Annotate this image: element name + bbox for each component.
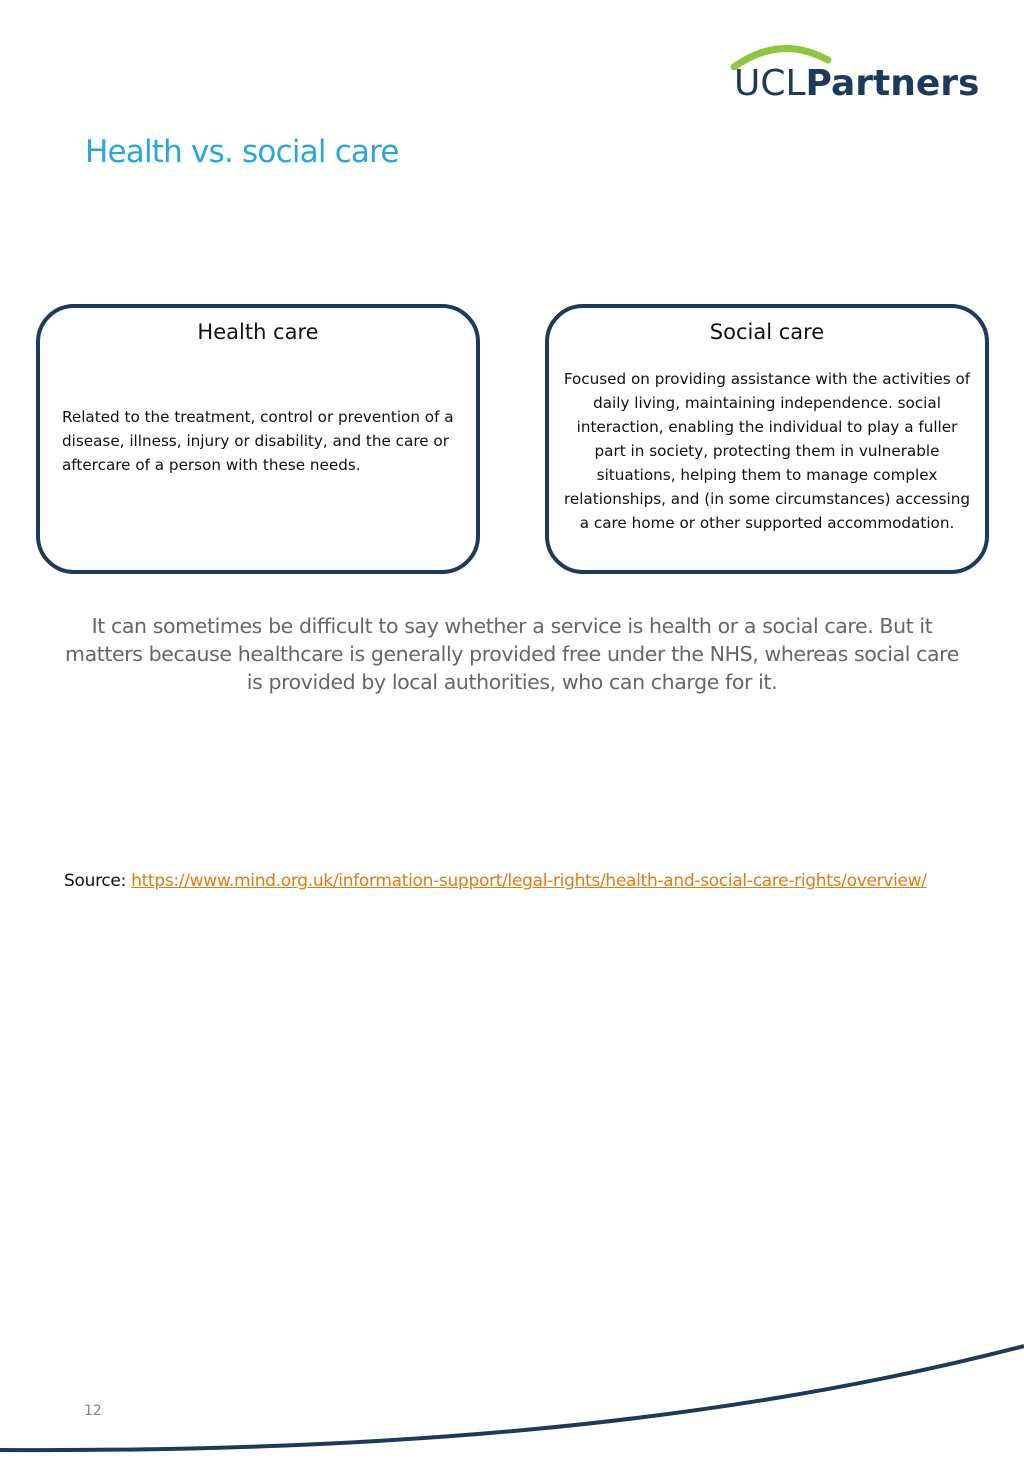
social-care-card [545,304,989,574]
logo-wordmark [734,63,980,104]
decorative-footer-curve [0,1330,1024,1479]
logo-ucl: UCL [734,63,806,104]
health-care-description: Related to the treatment, control or prevention of a disease, illness, injury or disability, and the care or aftercare of a person with these needs. [62,408,454,474]
source-line [64,871,927,891]
health-care-card [36,304,480,574]
page-title: Health vs. social care [85,134,399,170]
explanation-paragraph: It can sometimes be difficult to say whether a service is health or a social care. But it matters because healthcare is generally provided free under the NHS, whereas social care is provided by local authorities, who can charge for it. [65,614,959,694]
source-label: Source: [64,871,127,891]
page-number: 12 [84,1403,102,1419]
logo-partners: Partners [805,63,980,104]
social-care-description: Focused on providing assistance with the activities of daily living, maintaining independence. social interaction, enabling the individual to play a fuller part in society, protecting them in vulnerable situations, helping them to manage complex relationships, and (in some circumstances) accessing a care home or other supported accommodation. [563,370,971,532]
source-link[interactable]: https://www.mind.org.uk/information-support/legal-rights/health-and-social-care-rights/overview/ [131,871,927,891]
social-care-title: Social care [709,320,825,344]
health-care-title: Health care [197,320,319,344]
uclpartners-logo [730,40,980,110]
